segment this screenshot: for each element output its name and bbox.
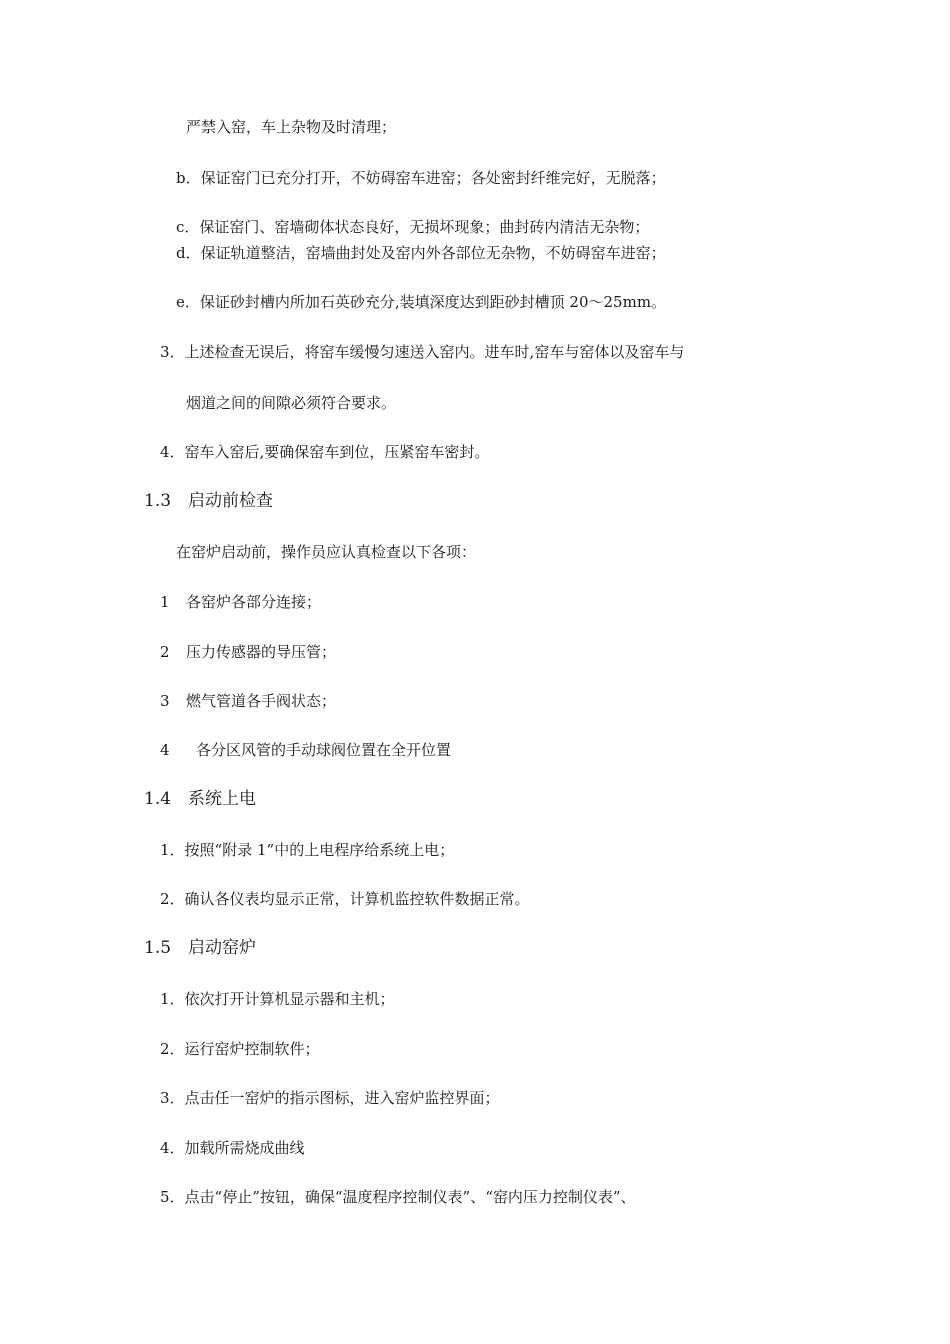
start-step: 2．运行窑炉控制软件； [160, 1040, 320, 1058]
check-item-number: 1 [160, 593, 170, 611]
section-heading-1-3 [144, 490, 273, 512]
check-item-number: 2 [160, 643, 170, 661]
check-item-text: 压力传感器的导压管； [186, 643, 337, 661]
section-heading-1-5 [144, 937, 256, 959]
section-title: 系统上电 [188, 789, 256, 809]
section-heading-1-4 [144, 788, 256, 810]
section-title: 启动窑炉 [188, 938, 256, 958]
check-item [160, 592, 321, 612]
section-number: 1.4 [144, 789, 172, 809]
list-item-e: e．保证砂封槽内所加石英砂充分,装填深度达到距砂封槽顶 20～25mm。 [176, 293, 667, 311]
start-step: 1．依次打开计算机显示器和主机； [160, 990, 395, 1008]
list-item-3: 3．上述检查无误后，将窑车缓慢匀速送入窑内。进车时,窑车与窑体以及窑车与 [160, 343, 685, 361]
list-item-4: 4．窑车入窑后,要确保窑车到位，压紧窑车密封。 [160, 443, 490, 461]
section-title: 启动前检查 [188, 491, 273, 511]
section-number: 1.5 [144, 938, 172, 958]
power-step: 2．确认各仪表均显示正常，计算机监控软件数据正常。 [160, 890, 530, 908]
start-step: 5．点击“停止”按钮，确保“温度程序控制仪表”、“窑内压力控制仪表”、 [160, 1188, 636, 1206]
start-step: 3．点击任一窑炉的指示图标，进入窑炉监控界面； [160, 1089, 500, 1107]
check-item-text: 各窑炉各部分连接； [186, 593, 322, 611]
list-item-c: c．保证窑门、窑墙砌体状态良好，无损坏现象；曲封砖内清洁无杂物； [176, 218, 650, 236]
check-item-text: 燃气管道各手阀状态； [186, 692, 337, 710]
check-item [160, 642, 336, 662]
check-item-number: 3 [160, 692, 170, 710]
paragraph-line: 严禁入窑，车上杂物及时清理； [186, 118, 397, 136]
list-item-3-continuation: 烟道之间的间隙必须符合要求。 [186, 394, 397, 412]
list-item-d: d．保证轨道整洁，窑墙曲封处及窑内外各部位无杂物，不妨碍窑车进窑； [176, 244, 666, 262]
check-item [160, 691, 336, 711]
section-intro: 在窑炉启动前，操作员应认真检查以下各项： [176, 543, 477, 561]
power-step: 1．按照“附录 1”中的上电程序给系统上电； [160, 841, 455, 859]
start-step: 4．加载所需烧成曲线 [160, 1139, 305, 1157]
list-item-b: b．保证窑门已充分打开，不妨碍窑车进窑；各处密封纤维完好，无脱落； [176, 169, 666, 187]
section-number: 1.3 [144, 491, 172, 511]
check-item-text: 各分区风管的手动球阀位置在全开位置 [196, 741, 452, 759]
check-item [160, 740, 451, 760]
check-item-number: 4 [160, 741, 170, 759]
